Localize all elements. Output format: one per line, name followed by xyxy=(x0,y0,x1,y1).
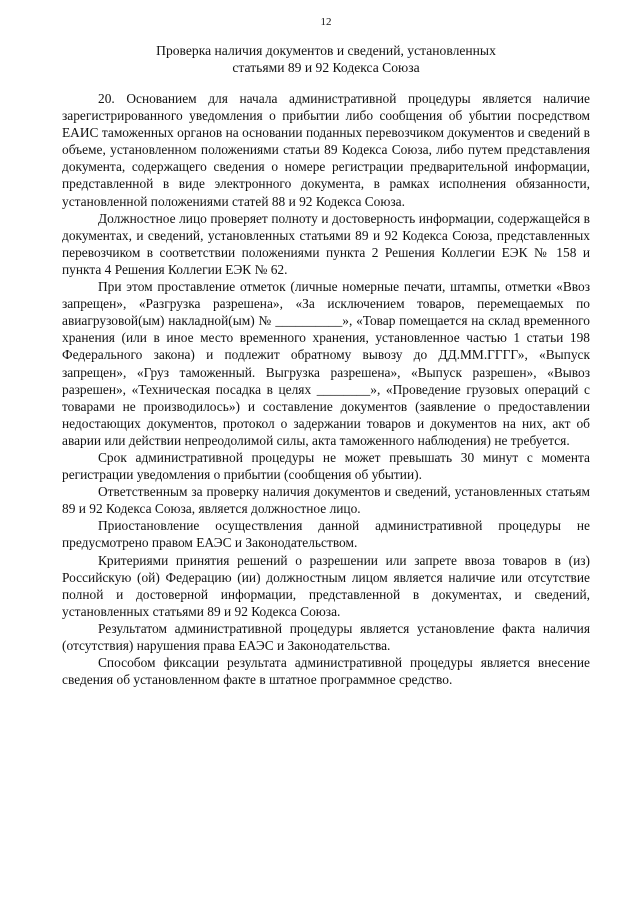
section-heading xyxy=(62,42,590,76)
section-heading-line-2: статьями 89 и 92 Кодекса Союза xyxy=(232,60,420,75)
body-text xyxy=(62,90,590,688)
paragraph-duration: Срок административной процедуры не может превышать 30 минут с момента регистрации уведомления о прибытии (сообщения об убытии). xyxy=(62,449,590,483)
paragraph-result: Результатом административной процедуры является установление факта наличия (отсутствия) нарушения права ЕАЭС и Законодательства. xyxy=(62,620,590,653)
paragraph-marks: При этом проставление отметок (личные номерные печати, штампы, отметки «Ввоз запрещен», «Разгрузка разрешена», «За исключением товаров, перемещаемых по авиагрузовой(ым) накладной(ым) № __________», «Товар помещается на склад временного хранения (или в иное место временного хранения, установленное частью 1 статьи 198 Федерального закона) и подлежит обратному вывозу до ДД.ММ.ГГГГ», «Выпуск запрещен», «Груз таможенный. Выгрузка разрешена», «Выпуск разрешен», «Вывоз разрешен», «Техническая посадка в целях ________», «Проведение грузовых операций с товарами не производилось») и составление документов (заявление о предоставлении недостающих документов, протокол о задержании товаров и документов на них, акт об аварии или действии непреодолимой силы, акта таможенного наблюдения) не требуется. xyxy=(62,279,590,448)
paragraph-verification: Должностное лицо проверяет полноту и достоверность информации, содержащейся в документах, и сведений, установленных статьями 89 и 92 Кодекса Союза, представленных перевозчиком в соответствии положениями пункта 2 Решения Коллегии ЕЭК № 158 и пункта 4 Решения Коллегии ЕЭК № 62. xyxy=(62,210,590,277)
paragraph-suspension: Приостановление осуществления данной административной процедуры не предусмотрено правом ЕАЭС и Законодательством. xyxy=(62,518,590,551)
page-number: 12 xyxy=(320,16,332,28)
section-heading-line-1: Проверка наличия документов и сведений, установленных xyxy=(156,43,496,58)
paragraph-basis: 20. Основанием для начала административной процедуры является наличие зарегистрированного уведомления о прибытии либо сообщения об убытии посредством ЕАИС таможенных органов на основании поданных перевозчиком документов и сведений в объеме, установленном положениями статьи 89 Кодекса Союза, либо путем представления документа, содержащего сведения о номере регистрации предварительной информации, представленной в виде электронного документа, в рамках исполнения обязанности, установленной положениями статей 88 и 92 Кодекса Союза. xyxy=(62,91,590,209)
paragraph-responsible: Ответственным за проверку наличия документов и сведений, установленных статьям 89 и 92 Кодекса Союза, является должностное лицо. xyxy=(62,484,590,517)
paragraph-fixation: Способом фиксации результата административной процедуры является внесение сведения об установленном факте в штатное программное средство. xyxy=(62,655,590,688)
paragraph-criteria: Критериями принятия решений о разрешении или запрете ввоза товаров в (из) Российскую (ой) Федерацию (ии) должностным лицом является наличие или отсутствие полной и достоверной информации, представленной в документах, и сведений, установленных статьями 89 и 92 Кодекса Союза. xyxy=(62,552,590,619)
